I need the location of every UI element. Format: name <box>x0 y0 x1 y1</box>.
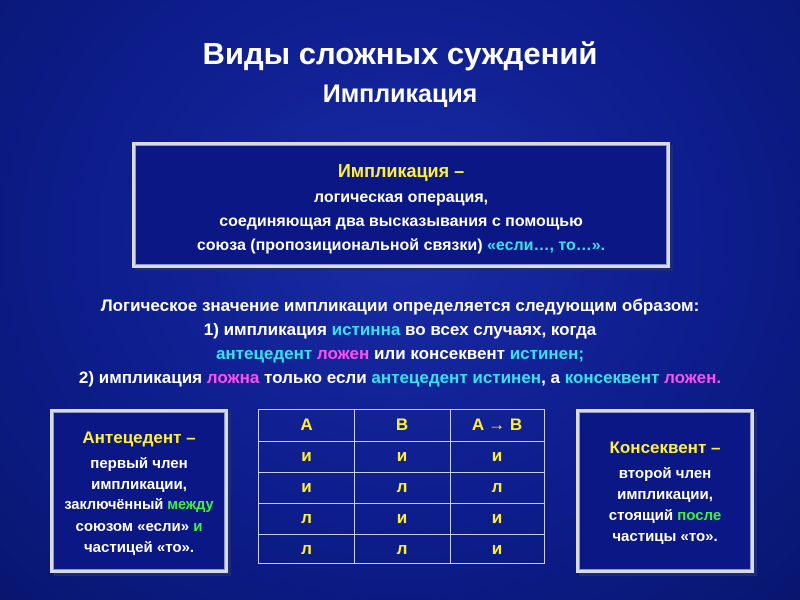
rule-segment: 2) импликация <box>78 368 207 387</box>
rule-segment: ложна <box>206 368 260 387</box>
antecedent-head: Антецедент – <box>82 428 196 447</box>
rule-segment: или консеквент <box>369 344 510 363</box>
table-row-divider <box>259 503 544 504</box>
rule-segment: ложен <box>316 344 370 363</box>
table-cell: л <box>396 539 408 558</box>
truth-table <box>258 409 545 564</box>
rule-segment: антецедент <box>215 344 313 363</box>
table-header-cell: B <box>395 415 409 434</box>
rule-segment: только если <box>259 368 372 387</box>
consequent-head: Консеквент – <box>609 438 721 457</box>
table-row-divider <box>259 441 544 442</box>
rule-segment: консеквент <box>564 368 660 387</box>
antecedent-highlight: между <box>167 497 214 513</box>
table-header-cell: A → B <box>471 415 523 434</box>
consequent-line: импликации, <box>617 486 713 503</box>
slide-subtitle: Импликация <box>322 80 478 108</box>
consequent-line: второй член <box>618 465 712 482</box>
antecedent-highlight: и <box>193 518 203 535</box>
table-cell: и <box>491 446 503 465</box>
definition-line: логическая операция, <box>313 189 489 206</box>
table-cell: л <box>396 477 408 496</box>
table-row-divider <box>259 472 544 473</box>
rule-segment: истинна <box>331 320 401 339</box>
antecedent-line: частицей «то». <box>83 539 195 556</box>
definition-head: Импликация – <box>337 161 465 181</box>
definition-line: соединяющая два высказывания с помощью <box>219 213 583 230</box>
antecedent-line: первый член <box>90 455 188 472</box>
rule-segment: антецедент истинен <box>371 368 542 387</box>
antecedent-line: импликации, <box>91 476 187 493</box>
table-row-divider <box>259 534 544 535</box>
table-header-cell: A <box>300 415 313 434</box>
antecedent-line <box>53 518 225 535</box>
table-cell: и <box>491 539 503 558</box>
rule-segment: ложен. <box>664 368 722 387</box>
rule-segment: во всех случаях, когда <box>400 320 597 339</box>
antecedent-line <box>53 497 225 513</box>
definition-highlight: «если…, то…». <box>487 237 606 254</box>
rule-segment: 1) импликация <box>203 320 332 339</box>
consequent-box <box>576 409 754 573</box>
rule-line-2 <box>0 344 800 364</box>
antecedent-text: союзом «если» <box>75 518 194 535</box>
definition-line <box>135 237 667 255</box>
consequent-text: стоящий <box>608 507 678 524</box>
antecedent-text: заключённый <box>64 497 168 513</box>
slide-title: Виды сложных суждений <box>202 36 598 71</box>
consequent-line: частицы «то». <box>612 528 718 545</box>
consequent-highlight: после <box>677 507 722 524</box>
table-cell: и <box>491 508 503 527</box>
rule-segment: , а <box>541 368 565 387</box>
rule-line-1 <box>0 320 800 340</box>
table-cell: и <box>301 446 312 465</box>
rule-line-3 <box>0 368 800 388</box>
table-cell: л <box>491 477 503 496</box>
consequent-line <box>579 507 751 524</box>
table-cell: и <box>396 446 408 465</box>
rule-intro: Логическое значение импликации определяется следующим образом: <box>100 296 700 315</box>
table-cell: л <box>301 539 312 558</box>
definition-box <box>132 142 670 268</box>
table-cell: л <box>301 508 312 527</box>
rule-segment: истинен; <box>509 344 585 363</box>
table-cell: и <box>396 508 408 527</box>
table-cell: и <box>301 477 312 496</box>
definition-text: союза (пропозициональной связки) <box>196 237 487 254</box>
antecedent-box <box>50 409 228 573</box>
